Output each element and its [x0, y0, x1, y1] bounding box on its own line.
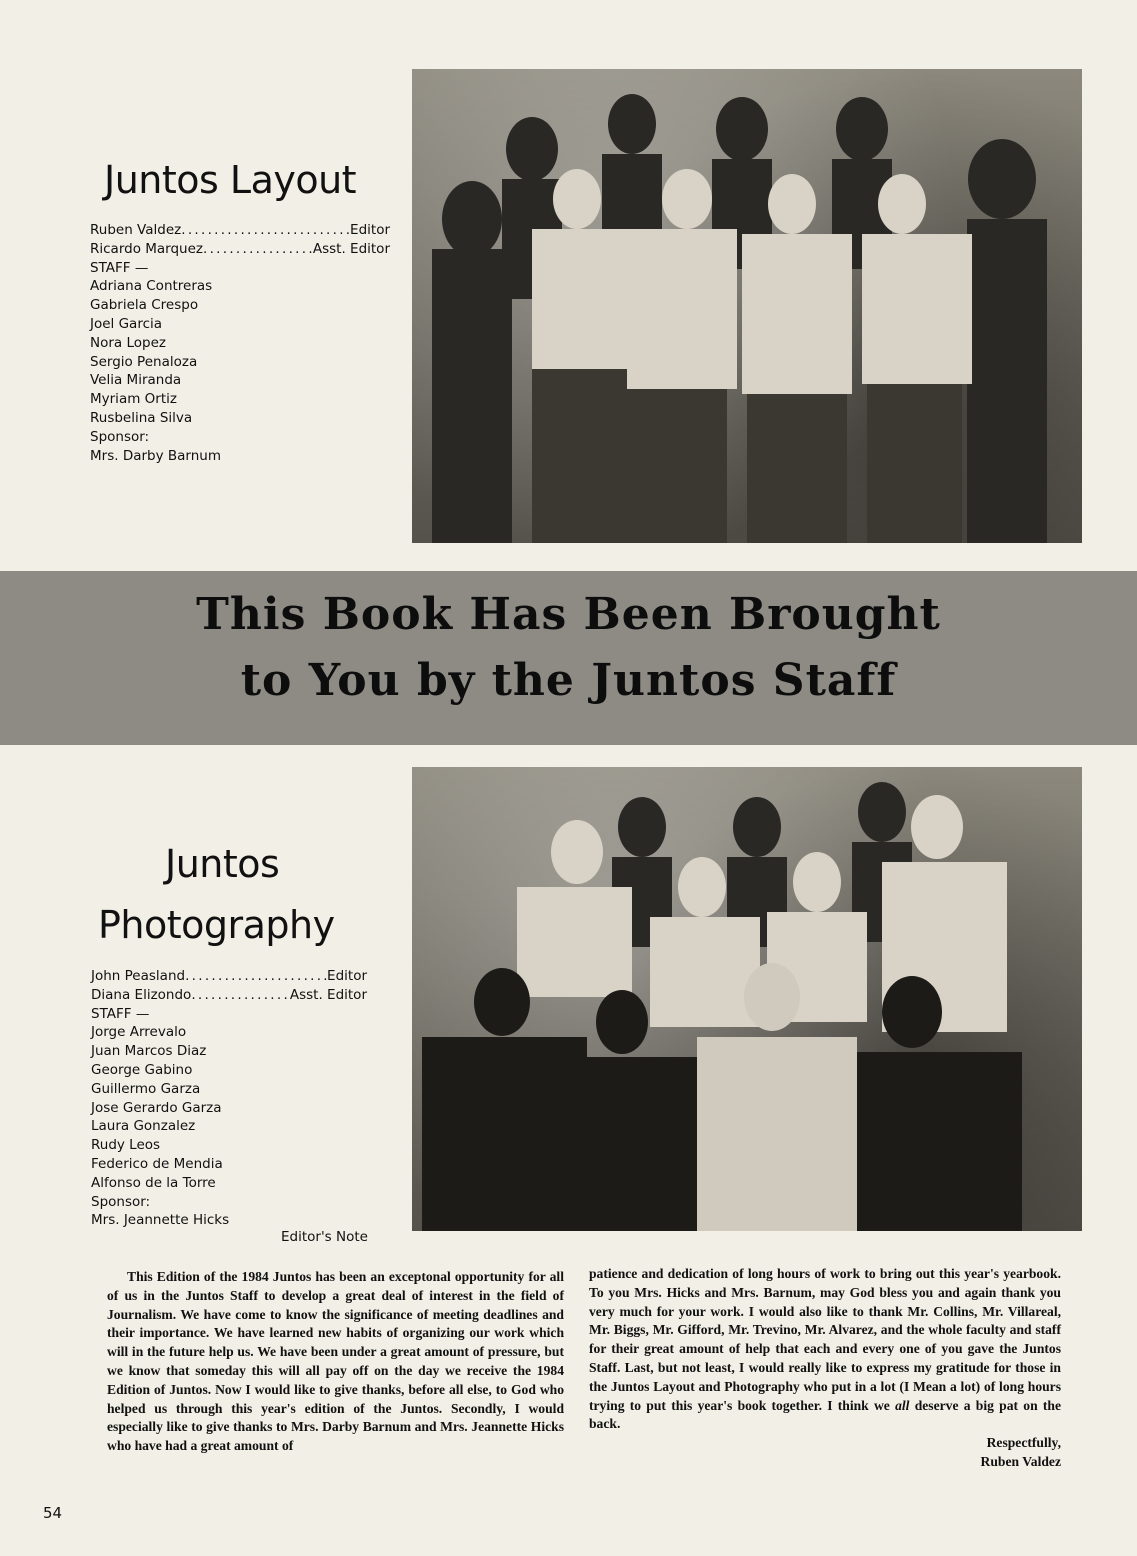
photography-staff-photo: [412, 767, 1082, 1231]
credit-name: Ricardo Marquez: [90, 240, 204, 257]
closing: Respectfully,: [986, 1435, 1061, 1451]
layout-credits: [90, 221, 390, 465]
photography-section-title-2: Photography: [98, 903, 335, 947]
staff-name: Gabriela Crespo: [90, 297, 199, 314]
credit-row: [91, 967, 367, 986]
staff-label: STAFF —: [91, 1005, 150, 1022]
credit-name: John Peasland: [91, 968, 186, 984]
credit-role: Asst. Editor: [289, 986, 367, 1003]
page-number: 54: [43, 1504, 63, 1522]
staff-name: Nora Lopez: [90, 334, 166, 351]
layout-staff-figures: [412, 69, 1082, 543]
credit-name: Ruben Valdez: [90, 222, 182, 238]
staff-name: Joel Garcia: [90, 315, 163, 332]
editors-note-title: Editor's Note: [281, 1229, 368, 1245]
editors-note-column-2: [589, 1265, 1061, 1472]
credit-role: Editor: [350, 222, 390, 238]
staff-name: Guillermo Garza: [91, 1080, 201, 1097]
editors-note-text-2: patience and dedication of long hours of work to bring out this year's yearbook. To you Mrs. Hicks and Mrs. Barnum, may God bless you and again thank you very much for your work. I would also like to thank Mr. Collins, Mr. Villareal, Mr. Biggs, Mr. Gifford, Mr. Trevino, Mr. Alvarez, and the whole faculty and staff for their great amount of help that each and every one of you gave the Juntos Staff. Last, but not least, I would really like to express my gratitude for those in the Juntos Layout and Photography who put in a lot (I Mean a lot) of long hours trying to put this year's book together. I think we all deserve a big pat on the back.: [589, 1266, 1061, 1432]
sponsor-label: Sponsor:: [90, 428, 150, 445]
signature: Ruben Valdez: [980, 1453, 1061, 1469]
staff-name: Juan Marcos Diaz: [91, 1043, 207, 1060]
staff-name: Sergio Penaloza: [90, 353, 198, 370]
credit-name: Diana Elizondo: [91, 986, 192, 1003]
emphasis: all: [895, 1397, 910, 1413]
staff-name: Rusbelina Silva: [90, 409, 193, 426]
photography-section-title-1: Juntos: [165, 842, 280, 886]
staff-name: Jose Gerardo Garza: [91, 1099, 222, 1116]
credit-row: [91, 986, 367, 1005]
staff-name: Alfonso de la Torre: [91, 1174, 216, 1191]
staff-name: Velia Miranda: [90, 372, 182, 389]
staff-name: Laura Gonzalez: [91, 1118, 196, 1135]
credit-row: [90, 221, 390, 240]
staff-name: Rudy Leos: [91, 1137, 161, 1154]
sponsor-name: Mrs. Darby Barnum: [90, 447, 221, 464]
sponsor-label: Sponsor:: [91, 1193, 151, 1210]
staff-name: Adriana Contreras: [90, 278, 213, 295]
editors-note-text-1: This Edition of the 1984 Juntos has been an exceptonal opportunity for all of us in the Juntos Staff to develop a great deal of interest in the field of Journalism. We have come to know the significance of meeting deadlines and their importance. We have learned new habits of organizing our work which will in the future help us. We have been under a great amount of pressure, but we know that someday this will all pay off on the day we receive the 1984 Edition of Juntos. Now I would like to give thanks, before all else, to God who helped us through this year's edition of the Juntos. Secondly, I would especially like to give thanks to Mrs. Darby Barnum and Mrs. Jeannette Hicks who have had a great amount of: [107, 1269, 564, 1454]
credit-row: [90, 240, 390, 259]
staff-name: Myriam Ortiz: [90, 391, 177, 408]
layout-section-title: Juntos Layout: [104, 158, 357, 202]
banner-line-2: to You by the Juntos Staff: [240, 655, 897, 706]
layout-staff-photo: [412, 69, 1082, 543]
photography-credits: [91, 967, 367, 1230]
credit-role: Editor: [327, 968, 367, 984]
sponsor-name: Mrs. Jeannette Hicks: [91, 1212, 230, 1229]
staff-name: George Gabino: [91, 1061, 193, 1078]
staff-name: Federico de Mendia: [91, 1155, 223, 1172]
staff-label: STAFF —: [90, 259, 149, 276]
photography-staff-figures: [412, 767, 1082, 1231]
staff-name: Jorge Arrevalo: [91, 1024, 187, 1041]
credit-role: Asst. Editor: [312, 240, 390, 257]
editors-note-column-1: [107, 1268, 564, 1456]
banner-line-1: This Book Has Been Brought: [196, 589, 941, 640]
